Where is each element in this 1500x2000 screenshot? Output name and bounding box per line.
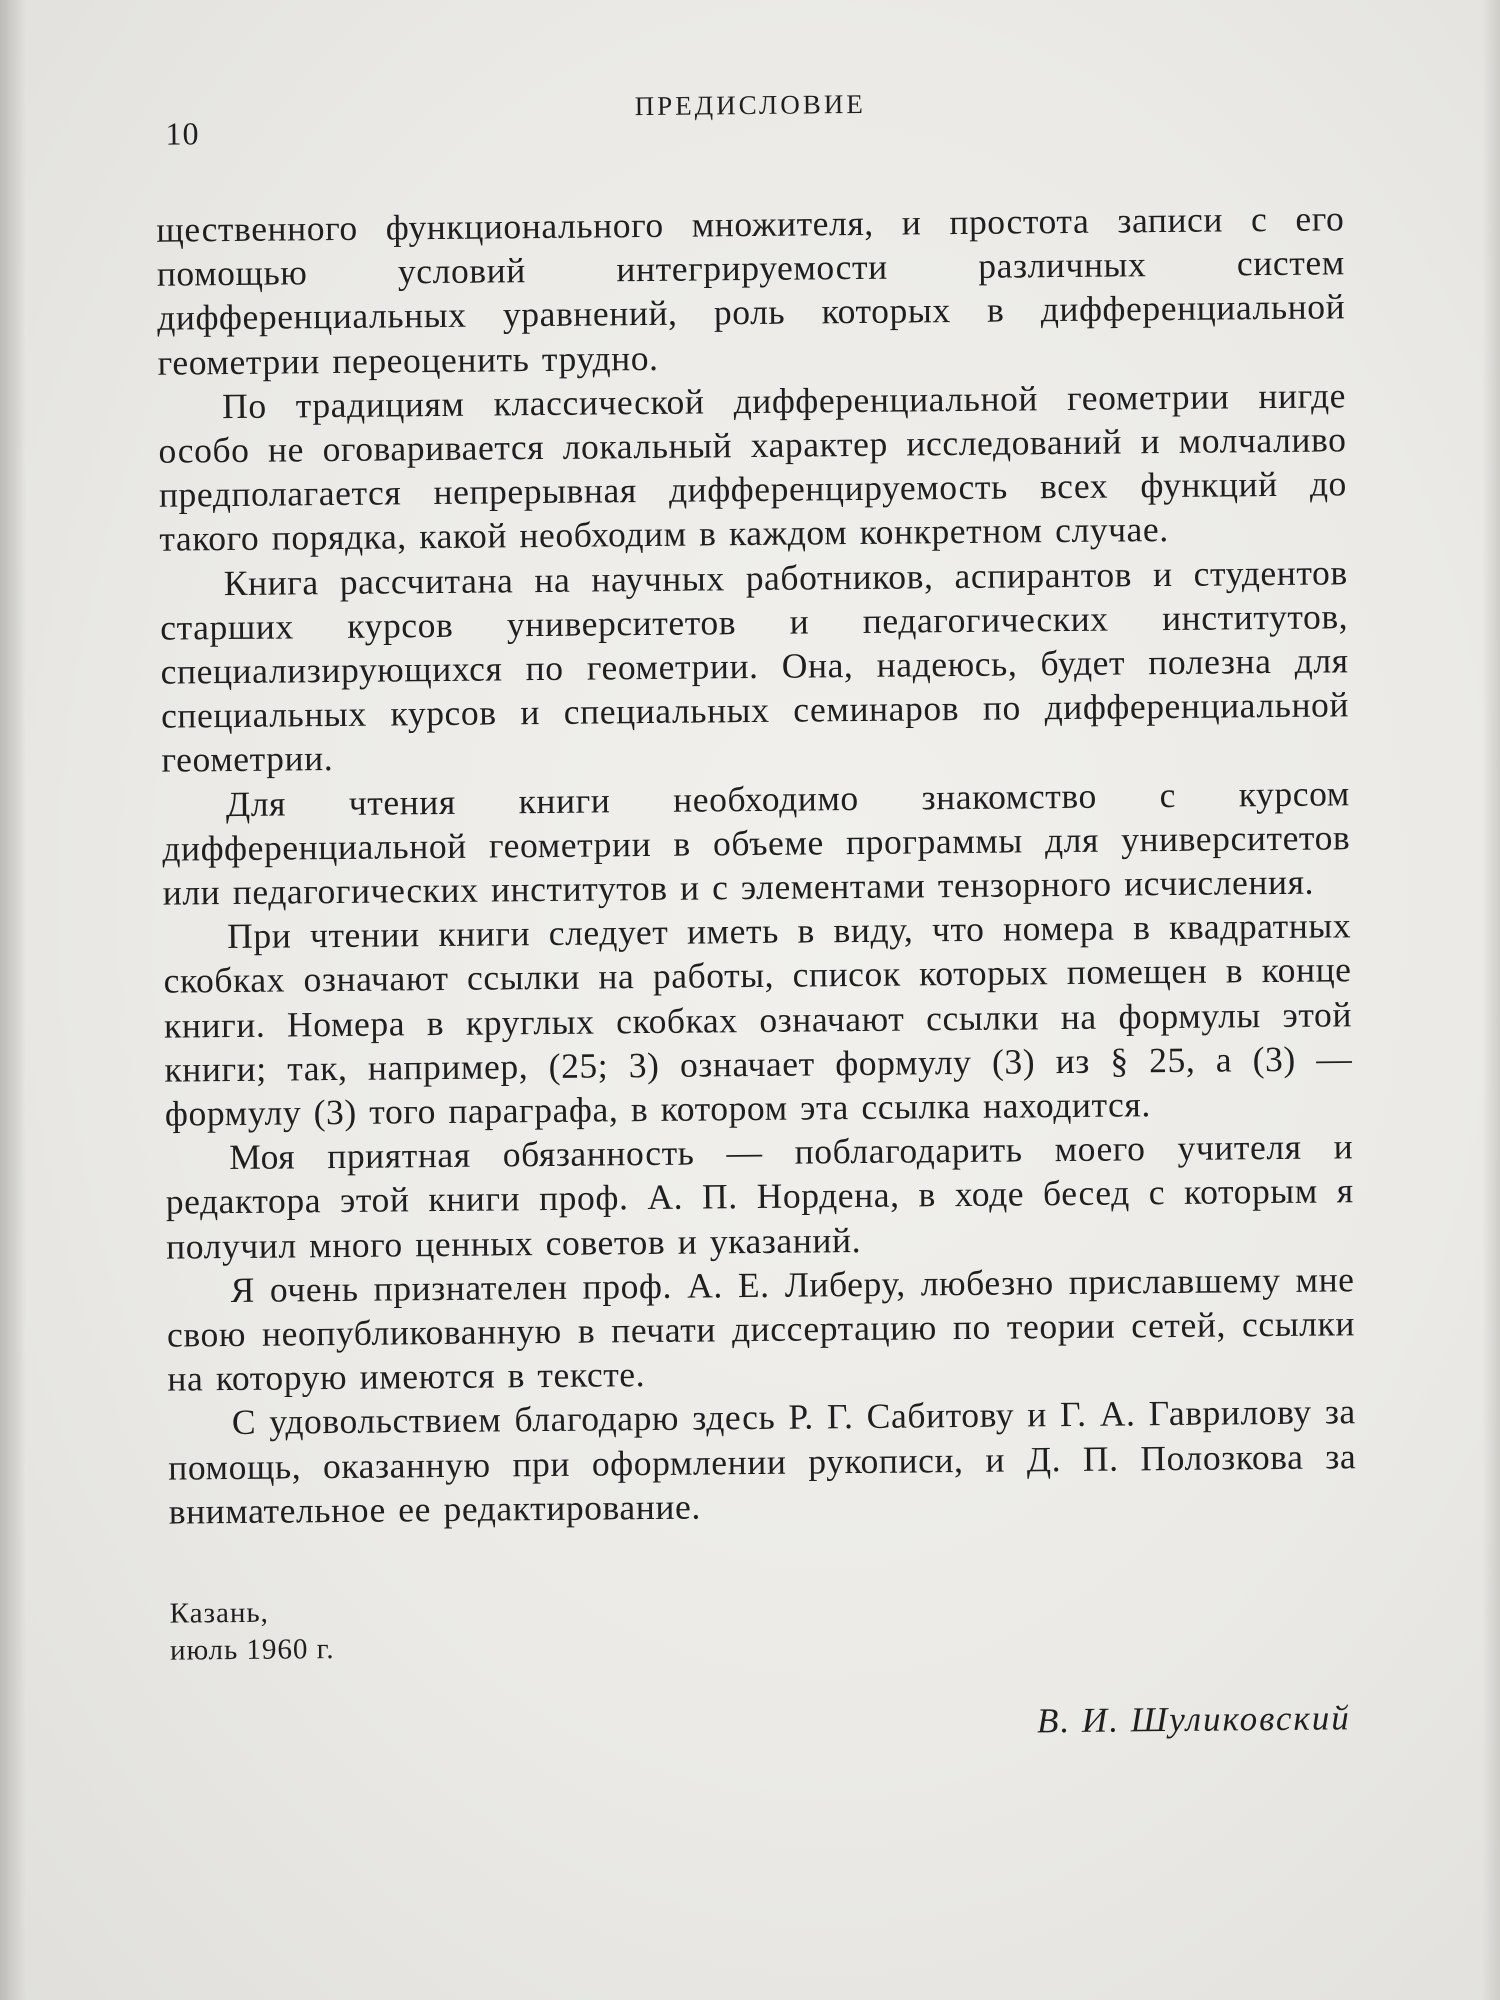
- paragraph-references: При чтении книги следует иметь в виду, что номера в квадратных скобках означают ссылки на работы, список которых помещен в конце книги. Номера в круглых скобках означают ссылки на формулы этой книги; так, например, (25; 3) означает формулу (3) из § 25, а (3) — формулу (3) того параграфа, в котором эта ссылка находится.: [163, 905, 1353, 1134]
- paragraph-continuation: щественного функционального множителя, и простота записи с его помощью условий интегрируемости различных систем дифференциальных уравнений, роль которых в дифференциальной геометрии переоценить трудно.: [156, 198, 1346, 383]
- paragraph-tradition: По традициям классической дифференциальной геометрии нигде особо не оговаривается локальный характер исследований и молчаливо предполагается непрерывная дифференцируемость всех функций до такого порядка, какой необходим в каждом конкретном случае.: [158, 375, 1348, 560]
- binding-shadow: [0, 0, 26, 2000]
- paragraph-prerequisites: Для чтения книги необходимо знакомство с курсом дифференциальной геометрии в объеме программы для университетов или педагогических институтов и с элементами тензорного исчисления.: [162, 772, 1351, 913]
- page-edge-shadow: [1482, 0, 1500, 2000]
- running-head: [155, 74, 1346, 155]
- author-signature: В. И. Шуликовский: [1036, 1698, 1351, 1741]
- date: июль 1960 г.: [169, 1633, 335, 1667]
- paragraph-thanks-liber: Я очень признателен проф. А. Е. Либеру, любезно приславшему мне свою неопубликованную в печати диссертацию по теории сетей, ссылки на которую имеются в тексте.: [166, 1259, 1356, 1399]
- paragraph-thanks-others: С удовольствием благодарю здесь Р. Г. Сабитову и Г. А. Гаврилову за помощь, оказанную при оформлении рукописи, и Д. П. Полозкова за внимательное ее редактирование.: [168, 1391, 1357, 1532]
- book-page: [155, 74, 1363, 1965]
- page-number: 10: [165, 115, 200, 152]
- paragraph-audience: Книга рассчитана на научных работников, аспирантов и студентов старших курсов университетов и педагогических институтов, специализирующихся по геометрии. Она, надеюсь, будет полезна для специальных курсов и специальных семинаров по дифференциальной геометрии.: [160, 551, 1350, 781]
- running-title: ПРЕДИСЛОВИЕ: [634, 88, 866, 122]
- place: Казань,: [169, 1596, 270, 1630]
- place-date: [170, 1584, 1361, 1669]
- preface-body: [156, 196, 1357, 1533]
- paragraph-thanks-norden: Моя приятная обязанность — поблагодарить моего учителя и редактора этой книги проф. А. П. Нордена, в ходе бесед с которым я получил много ценных советов и указаний.: [165, 1126, 1354, 1267]
